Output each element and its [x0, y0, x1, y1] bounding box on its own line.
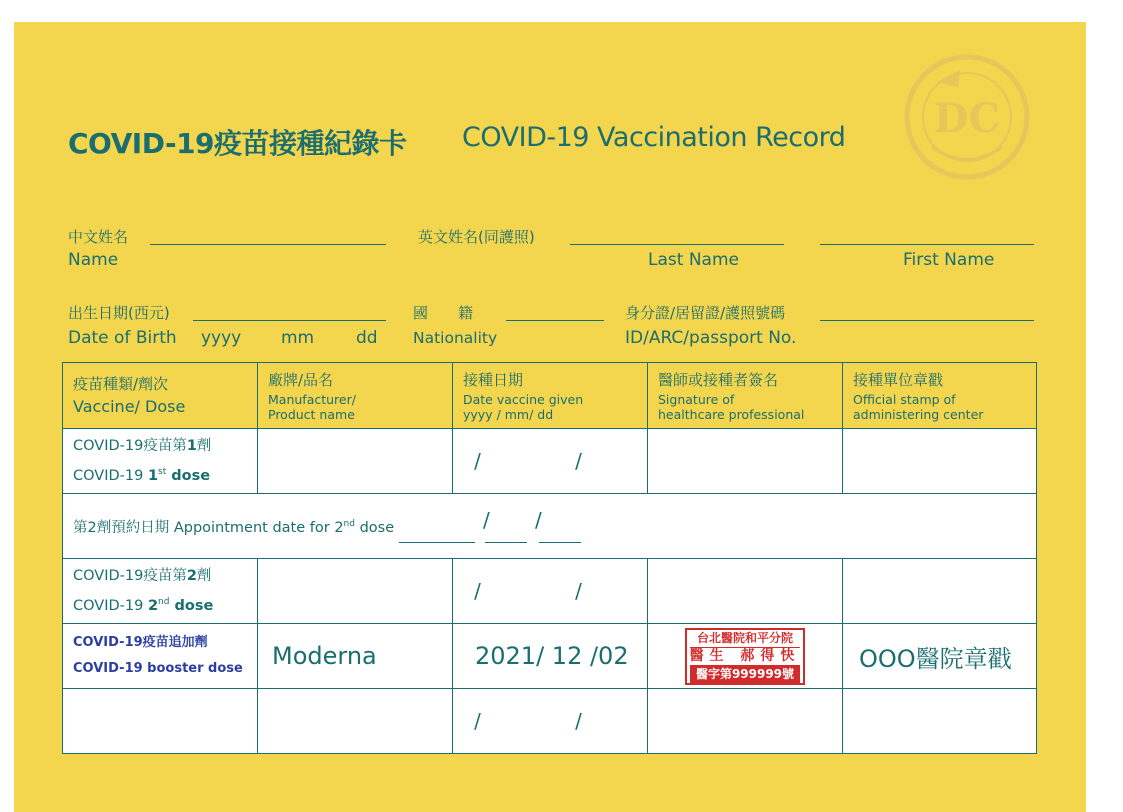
dob-label: 出生日期(西元) — [68, 304, 170, 322]
empty-manufacturer-cell[interactable] — [258, 689, 453, 754]
dose2-date-cell[interactable]: / / — [453, 559, 648, 624]
first-name-label: First Name — [903, 250, 995, 270]
dose2-signature-cell[interactable] — [648, 559, 843, 624]
header-date-given: 接種日期 Date vaccine given yyyy / mm/ dd — [453, 363, 648, 429]
nationality-label-en: Nationality — [413, 329, 498, 347]
dob-dd: dd — [356, 328, 378, 348]
chinese-name-label: 中文姓名 — [68, 228, 129, 246]
title-chinese: COVID-19疫苗接種紀錄卡 — [68, 127, 407, 160]
table-row-dose1 — [63, 429, 1037, 494]
seal-center-text: DC — [933, 95, 1001, 142]
booster-manufacturer[interactable]: Moderna — [258, 624, 453, 689]
table-header-row — [63, 363, 1037, 429]
header-manufacturer: 廠牌/品名 Manufacturer/ Product name — [258, 363, 453, 429]
empty-dose-cell[interactable] — [63, 689, 258, 754]
id-line[interactable] — [820, 320, 1034, 321]
dob-mm: mm — [281, 328, 315, 348]
empty-date-cell[interactable]: / / — [453, 689, 648, 754]
id-label-en: ID/ARC/passport No. — [625, 328, 797, 348]
dose2-manufacturer-cell[interactable] — [258, 559, 453, 624]
nationality-label: 國 籍 — [413, 304, 474, 322]
appointment-label: 第2劑預約日期 Appointment date for 2nd dose — [73, 518, 395, 536]
dose1-label: COVID-19疫苗第1劑 COVID-19 1st dose — [63, 429, 258, 494]
english-name-label: 英文姓名(同護照) — [418, 228, 535, 246]
nationality-line[interactable] — [506, 320, 604, 321]
table-row-dose2 — [63, 559, 1037, 624]
appointment-cell[interactable]: 第2劑預約日期 Appointment date for 2nd dose / / — [63, 494, 1037, 559]
booster-signature-cell[interactable] — [648, 624, 843, 689]
header-vaccine-dose: 疫苗種類/劑次 Vaccine/ Dose — [63, 363, 258, 429]
last-name-line[interactable] — [570, 244, 784, 245]
first-name-line[interactable] — [820, 244, 1034, 245]
booster-center-stamp[interactable]: OOO醫院章戳 — [843, 624, 1037, 689]
empty-signature-cell[interactable] — [648, 689, 843, 754]
table-row-appointment — [63, 494, 1037, 559]
booster-label: COVID-19疫苗追加劑 COVID-19 booster dose — [63, 624, 258, 689]
chinese-name-line[interactable] — [150, 244, 386, 245]
cdc-seal-icon — [902, 52, 1032, 182]
header-signature: 醫師或接種者簽名 Signature of healthcare professional — [648, 363, 843, 429]
table-row-booster — [63, 624, 1037, 689]
dob-yyyy: yyyy — [201, 328, 242, 348]
title-english: COVID-19 Vaccination Record — [462, 122, 846, 153]
booster-date[interactable]: 2021/ 12 /02 — [453, 624, 648, 689]
dose2-stamp-cell[interactable] — [843, 559, 1037, 624]
name-label-en: Name — [68, 250, 119, 270]
last-name-label: Last Name — [648, 250, 739, 270]
dob-line[interactable] — [193, 320, 386, 321]
dose2-label: COVID-19疫苗第2劑 COVID-19 2nd dose — [63, 559, 258, 624]
table-row-empty — [63, 689, 1037, 754]
dob-label-en: Date of Birth — [68, 328, 177, 348]
empty-stamp-cell[interactable] — [843, 689, 1037, 754]
dose1-date-cell[interactable]: / / — [453, 429, 648, 494]
id-label: 身分證/居留證/護照號碼 — [625, 304, 786, 322]
dose1-stamp-cell[interactable] — [843, 429, 1037, 494]
dose1-signature-cell[interactable] — [648, 429, 843, 494]
vaccination-table — [62, 362, 1037, 754]
header-official-stamp: 接種單位章戳 Official stamp of administering center — [843, 363, 1037, 429]
physician-stamp: 台北醫院和平分院 醫生 郝得快 醫字第999999號 — [685, 628, 806, 685]
dose1-manufacturer-cell[interactable] — [258, 429, 453, 494]
